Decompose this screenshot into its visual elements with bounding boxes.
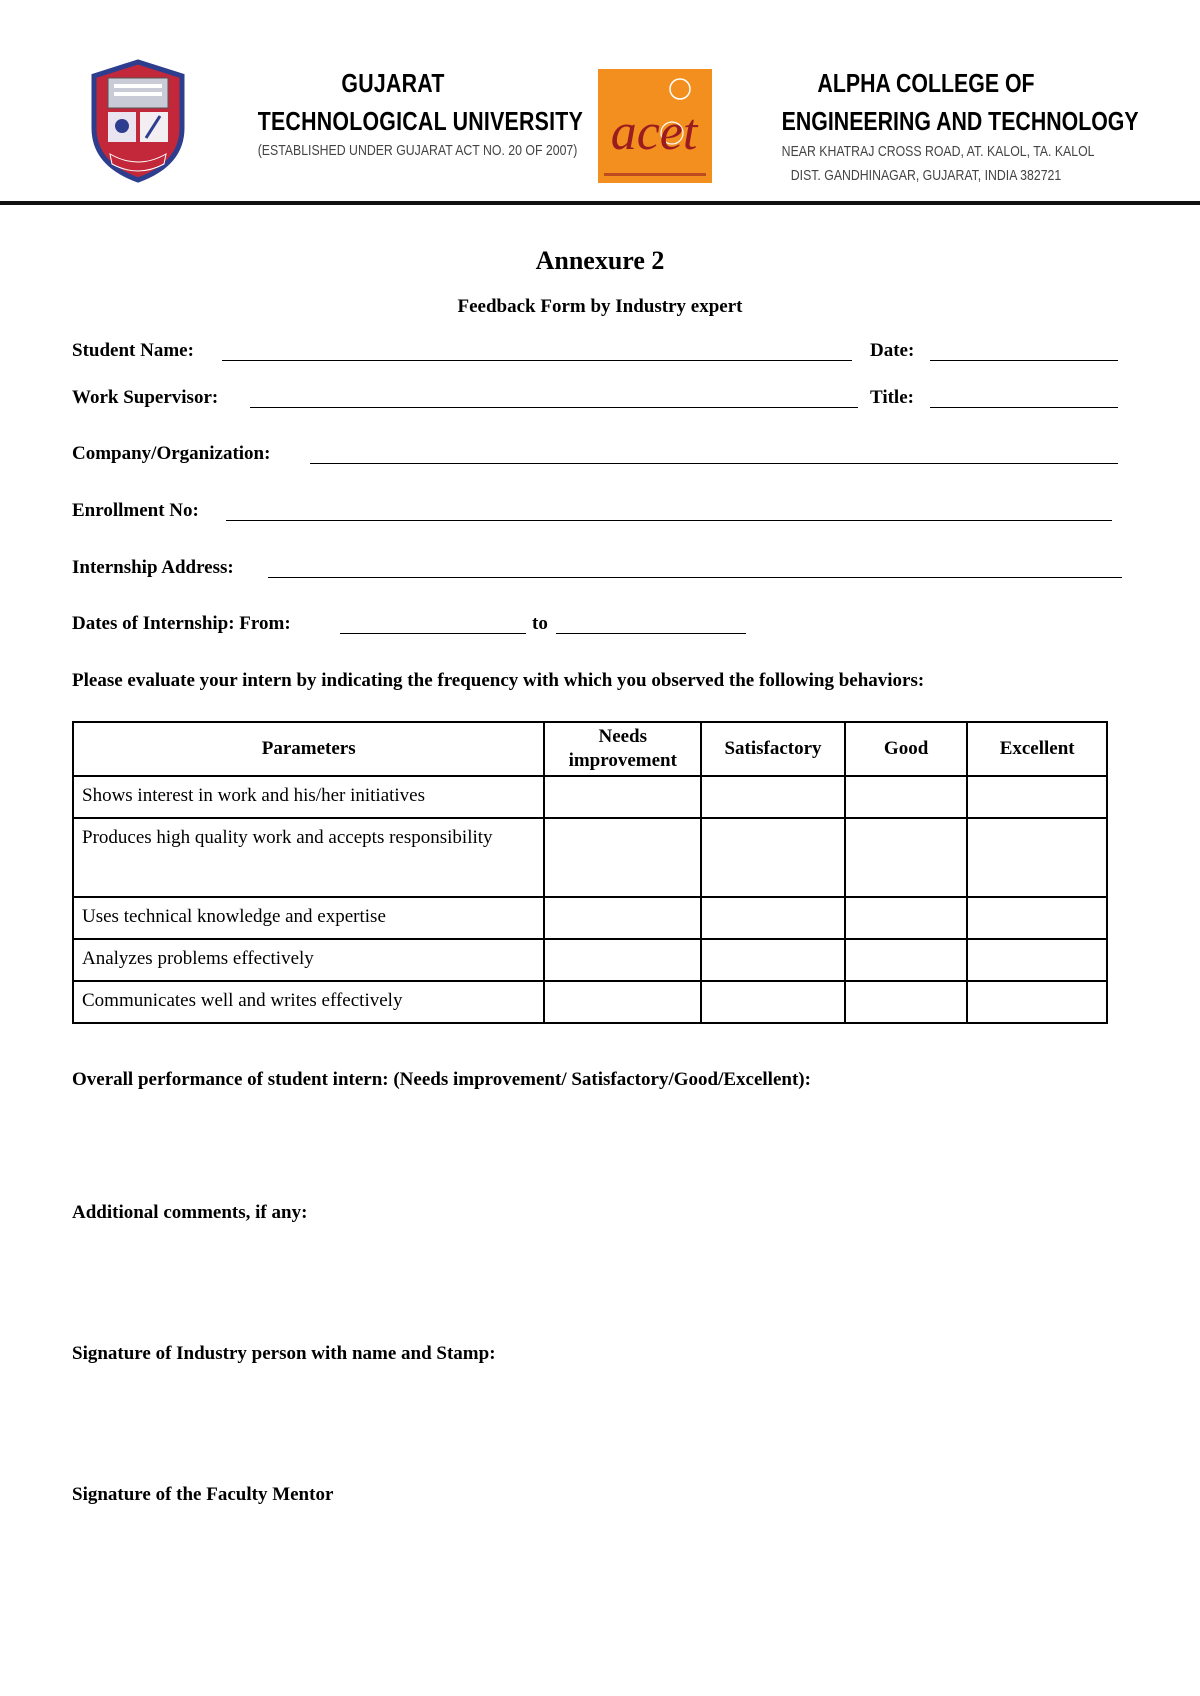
rating-cell-needs-improvement[interactable] (544, 776, 701, 818)
form-subtitle: Feedback Form by Industry expert (457, 296, 743, 317)
date-field[interactable] (930, 360, 1118, 361)
table-row (73, 818, 1107, 897)
table-header-row (73, 722, 1107, 776)
rating-cell-excellent[interactable] (967, 897, 1107, 939)
rating-cell-good[interactable] (845, 939, 968, 981)
industry-signature-label: Signature of Industry person with name and Stamp: (72, 1343, 496, 1364)
work-supervisor-label: Work Supervisor: (72, 387, 219, 408)
rating-cell-good[interactable] (845, 897, 968, 939)
internship-dates-label: Dates of Internship: From: (72, 613, 291, 634)
gtu-crest-logo (86, 58, 190, 184)
acet-address-line2: DIST. GANDHINAGAR, GUJARAT, INDIA 382721 (790, 167, 1062, 184)
rating-cell-needs-improvement[interactable] (544, 818, 701, 897)
table-row (73, 897, 1107, 939)
overall-performance-label: Overall performance of student intern: (Needs improvement/ Satisfactory/Good/Excellent): (72, 1069, 811, 1090)
acet-logo (598, 69, 712, 183)
col-parameters: Parameters (73, 722, 544, 776)
col-good: Good (845, 722, 968, 776)
gtu-name-block (228, 64, 584, 159)
acet-name-line2: ENGINEERING AND TECHNOLOGY (781, 106, 1139, 136)
gtu-established-note: (ESTABLISHED UNDER GUJARAT ACT NO. 20 OF 2007) (257, 142, 578, 159)
rating-cell-excellent[interactable] (967, 939, 1107, 981)
student-name-label: Student Name: (72, 340, 194, 361)
acet-name-line1: ALPHA COLLEGE OF (817, 68, 1035, 98)
internship-address-label: Internship Address: (72, 557, 234, 578)
additional-comments-label: Additional comments, if any: (72, 1202, 308, 1223)
rating-cell-satisfactory[interactable] (701, 776, 845, 818)
rating-cell-needs-improvement[interactable] (544, 897, 701, 939)
letterhead (0, 0, 1200, 206)
title-field[interactable] (930, 407, 1118, 408)
internship-address-field[interactable] (268, 577, 1122, 578)
evaluation-instruction: Please evaluate your intern by indicating the frequency with which you observed the following behaviors: (72, 670, 925, 691)
rating-cell-good[interactable] (845, 818, 968, 897)
faculty-signature-label: Signature of the Faculty Mentor (72, 1484, 334, 1505)
header-divider (0, 201, 1200, 205)
company-field[interactable] (310, 463, 1118, 464)
evaluation-table (72, 721, 1108, 1024)
table-row (73, 776, 1107, 818)
gtu-name-line2: TECHNOLOGICAL UNIVERSITY (257, 106, 584, 136)
rating-cell-satisfactory[interactable] (701, 818, 845, 897)
work-supervisor-field[interactable] (250, 407, 858, 408)
internship-from-field[interactable] (340, 633, 526, 634)
rating-cell-good[interactable] (845, 776, 968, 818)
acet-logo-text: acet (610, 104, 698, 161)
col-needs-improvement: Needs improvement (544, 722, 701, 776)
table-row (73, 939, 1107, 981)
rating-cell-satisfactory[interactable] (701, 939, 845, 981)
gtu-name-line1: GUJARAT (341, 68, 445, 98)
rating-cell-excellent[interactable] (967, 981, 1107, 1023)
rating-cell-excellent[interactable] (967, 818, 1107, 897)
rating-cell-needs-improvement[interactable] (544, 981, 701, 1023)
title-label: Title: (870, 387, 914, 408)
enrollment-label: Enrollment No: (72, 500, 199, 521)
rating-cell-good[interactable] (845, 981, 968, 1023)
rating-cell-needs-improvement[interactable] (544, 939, 701, 981)
rating-cell-satisfactory[interactable] (701, 981, 845, 1023)
acet-name-block (750, 64, 1139, 188)
company-label: Company/Organization: (72, 443, 271, 464)
parameter-cell: Produces high quality work and accepts responsibility (73, 818, 544, 897)
parameter-cell: Shows interest in work and his/her initiatives (73, 776, 544, 818)
student-name-field[interactable] (222, 360, 852, 361)
enrollment-field[interactable] (226, 520, 1112, 521)
parameter-cell: Communicates well and writes effectively (73, 981, 544, 1023)
annexure-title: Annexure 2 (535, 246, 665, 275)
col-excellent: Excellent (967, 722, 1107, 776)
parameter-cell: Analyzes problems effectively (73, 939, 544, 981)
date-label: Date: (870, 340, 915, 361)
col-satisfactory: Satisfactory (701, 722, 845, 776)
acet-address-line1: NEAR KHATRAJ CROSS ROAD, AT. KALOL, TA. KALOL (781, 143, 1095, 160)
parameter-cell: Uses technical knowledge and expertise (73, 897, 544, 939)
internship-to-label: to (532, 613, 548, 634)
internship-to-field[interactable] (556, 633, 746, 634)
table-row (73, 981, 1107, 1023)
rating-cell-satisfactory[interactable] (701, 897, 845, 939)
rating-cell-excellent[interactable] (967, 776, 1107, 818)
